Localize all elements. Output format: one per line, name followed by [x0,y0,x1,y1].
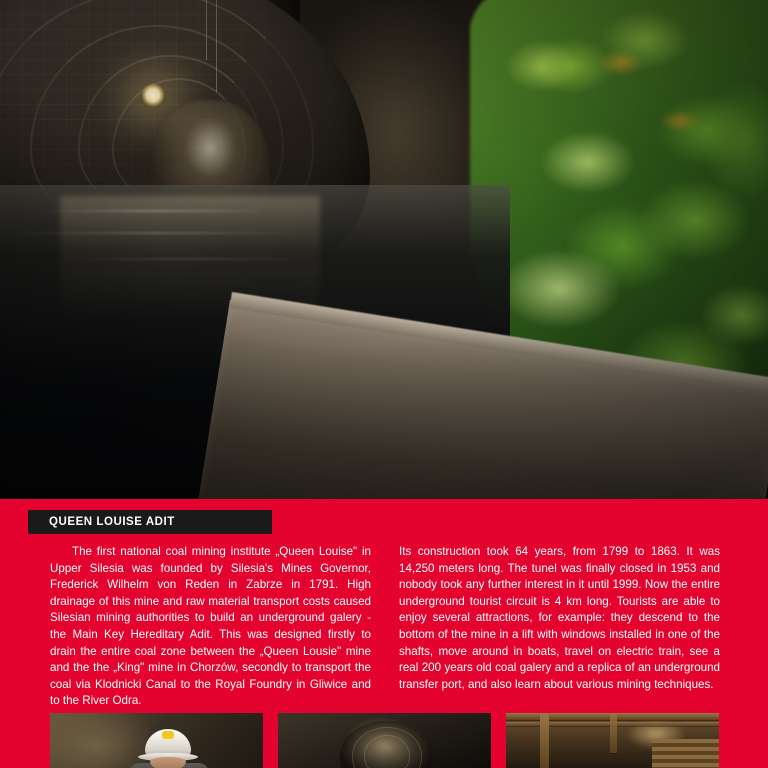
lamp-cable [206,0,207,60]
text-column-left [50,544,371,710]
helmet-lamp-icon [162,731,174,739]
miner-face [150,757,186,768]
lichen-patch [598,50,644,76]
water-streak [60,258,310,260]
water-streak [40,210,270,212]
text-column-right [399,544,720,710]
section-title: QUEEN LOUISE ADIT [49,516,175,528]
moss-tuft [540,130,636,194]
tunnel-lamp [140,82,166,108]
lichen-patch [660,110,700,132]
thumbnail-mine-shaft [278,713,491,768]
water-streak [10,232,300,234]
support-post [540,713,549,768]
thumbnail-strip [50,713,720,768]
shaft-ring [364,735,410,768]
thumbnail-miner-with-helmet [50,713,263,768]
moss-tuft [505,40,579,92]
text-columns [50,544,720,710]
moss-tuft [500,250,620,328]
thumbnail-timbered-chamber [506,713,719,768]
lamp-cable [216,0,217,92]
log-stack [652,739,719,768]
paragraph-right: Its construction took 64 years, from 1799 to 1863. It was 14,250 meters long. The tunel was finally closed in 1953 and nobody took any further interest in it until 1999. Now the entire underground tourist circuit is 4 km long. Tourists are able to enjoy several attractions, for example: they descend to the bottom of the mine in a lift with windows installed in one of the shafts, move around in boats, travel on electric train, see a real 200 years old coal galery and a replica of an underground transfer port, and also learn about various mining techniques. [399,545,720,691]
support-post [610,713,617,753]
paragraph-left: The first national coal mining institute „Queen Louise" in Upper Silesia was founded by Silesia's Mines Governor, Frederick Wilhelm von Reden in Zabrze in 1791. High drainage of this mine and raw material transport costs caused Silesian mining authorities to build an underground galery - the Main Key Hereditary Adit. This was designed firstly to drain the entire coal zone between the „Queen Lousie" mine and the the „King" mine in Chorzów, secondly to transport the coal via Klodnicki Canal to the Royal Foundry in Gliwice and to the River Odra. [50,545,371,708]
section-title-bar [28,510,272,534]
